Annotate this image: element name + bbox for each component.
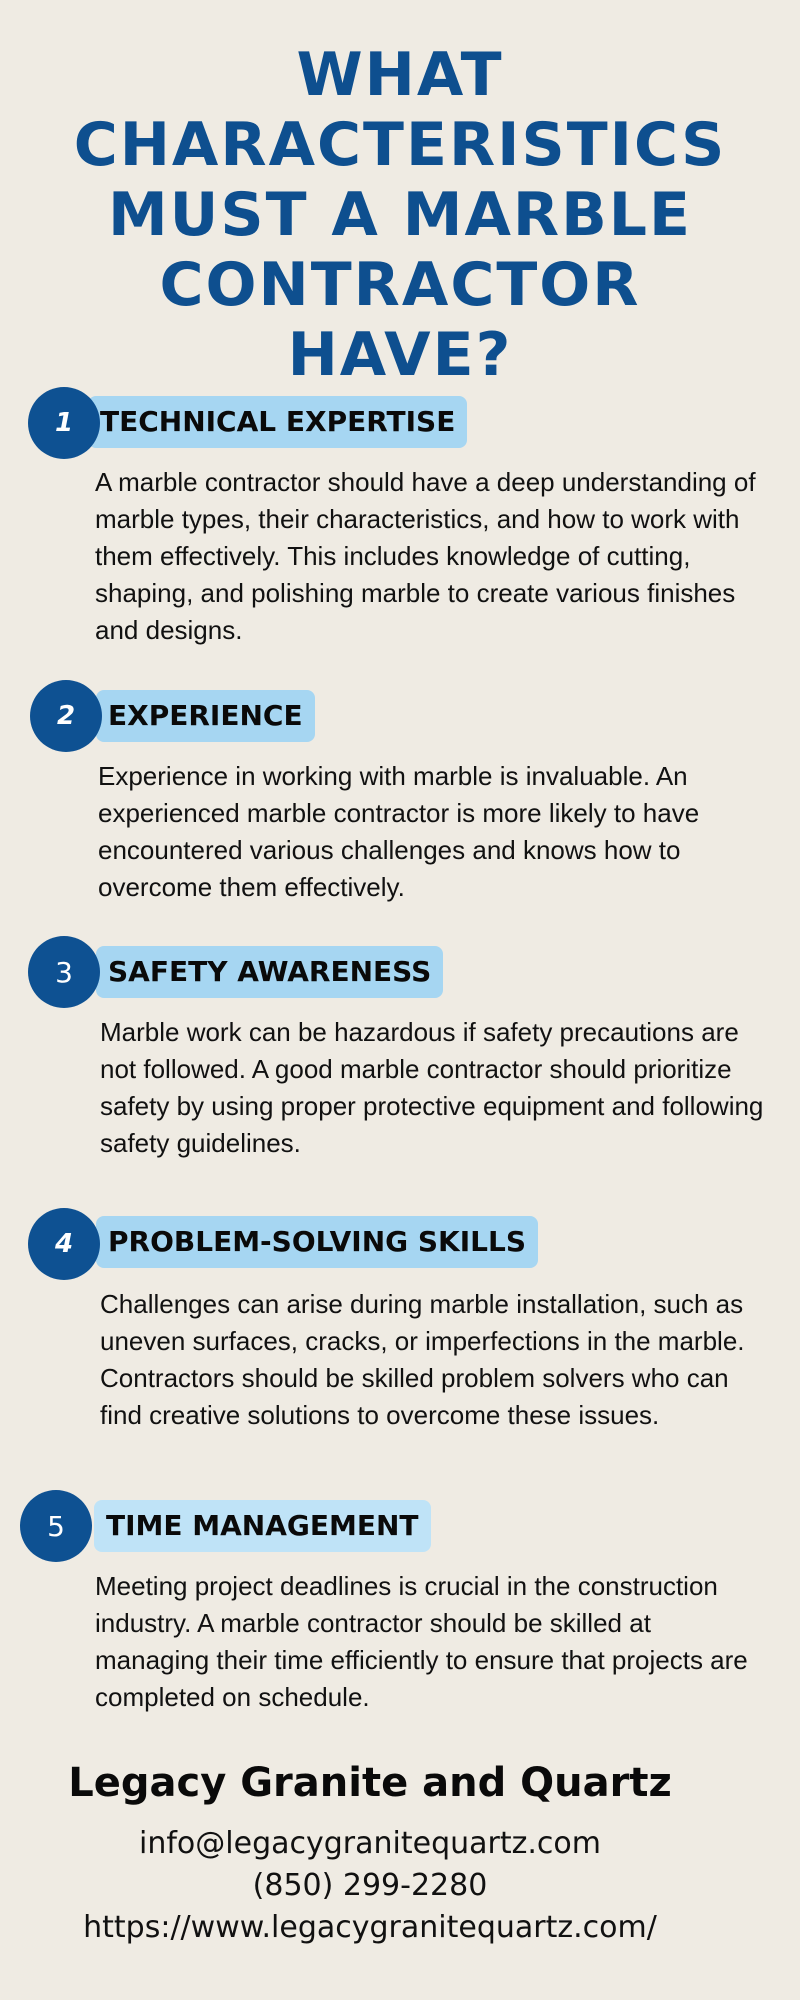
section-heading-problem-solving-skills: PROBLEM-SOLVING SKILLS [96, 1216, 538, 1268]
page-title [40, 40, 760, 390]
section-heading-safety-awareness: SAFETY AWARENESS [96, 946, 443, 998]
number-badge-3: 3 [28, 936, 100, 1008]
contact-phone[interactable]: (850) 299-2280 [252, 1868, 488, 1903]
number-badge-2: 2 [30, 680, 102, 752]
title-line-4: CONTRACTOR HAVE? [159, 250, 641, 390]
section-heading-experience: EXPERIENCE [96, 690, 315, 742]
number-badge-4: 4 [28, 1208, 100, 1280]
company-name: Legacy Granite and Quartz [68, 1760, 672, 1806]
section-heading-technical-expertise: TECHNICAL EXPERTISE [88, 396, 467, 448]
section-heading-time-management: TIME MANAGEMENT [94, 1500, 431, 1552]
title-line-2: CHARACTERISTICS [73, 110, 727, 180]
title-line-1: WHAT [296, 40, 504, 110]
title-line-3: MUST A MARBLE [107, 180, 693, 250]
section-body-problem-solving-skills: Challenges can arise during marble installation, such as uneven surfaces, cracks, or imperfections in the marble. Contractors should be skilled problem solvers who can find creative solutions to overcome these issues. [100, 1289, 745, 1430]
section-body-time-management: Meeting project deadlines is crucial in the construction industry. A marble contractor should be skilled at managing their time efficiently to ensure that projects are completed on schedule. [95, 1571, 748, 1712]
section-body-experience: Experience in working with marble is invaluable. An experienced marble contractor is more likely to have encountered various challenges and knows how to overcome them effectively. [98, 761, 700, 902]
section-body-safety-awareness: Marble work can be hazardous if safety precautions are not followed. A good marble contractor should prioritize safety by using proper protective equipment and following safety guidelines. [100, 1017, 764, 1158]
number-badge-5: 5 [20, 1490, 92, 1562]
section-body-technical-expertise: A marble contractor should have a deep understanding of marble types, their characteristics, and how to work with them effectively. This includes knowledge of cutting, shaping, and polishing marble to create various finishes and designs. [95, 467, 756, 645]
number-badge-1: 1 [28, 387, 100, 459]
contact-email[interactable]: info@legacygranitequartz.com [139, 1826, 601, 1861]
contact-website[interactable]: https://www.legacygranitequartz.com/ [83, 1910, 657, 1945]
